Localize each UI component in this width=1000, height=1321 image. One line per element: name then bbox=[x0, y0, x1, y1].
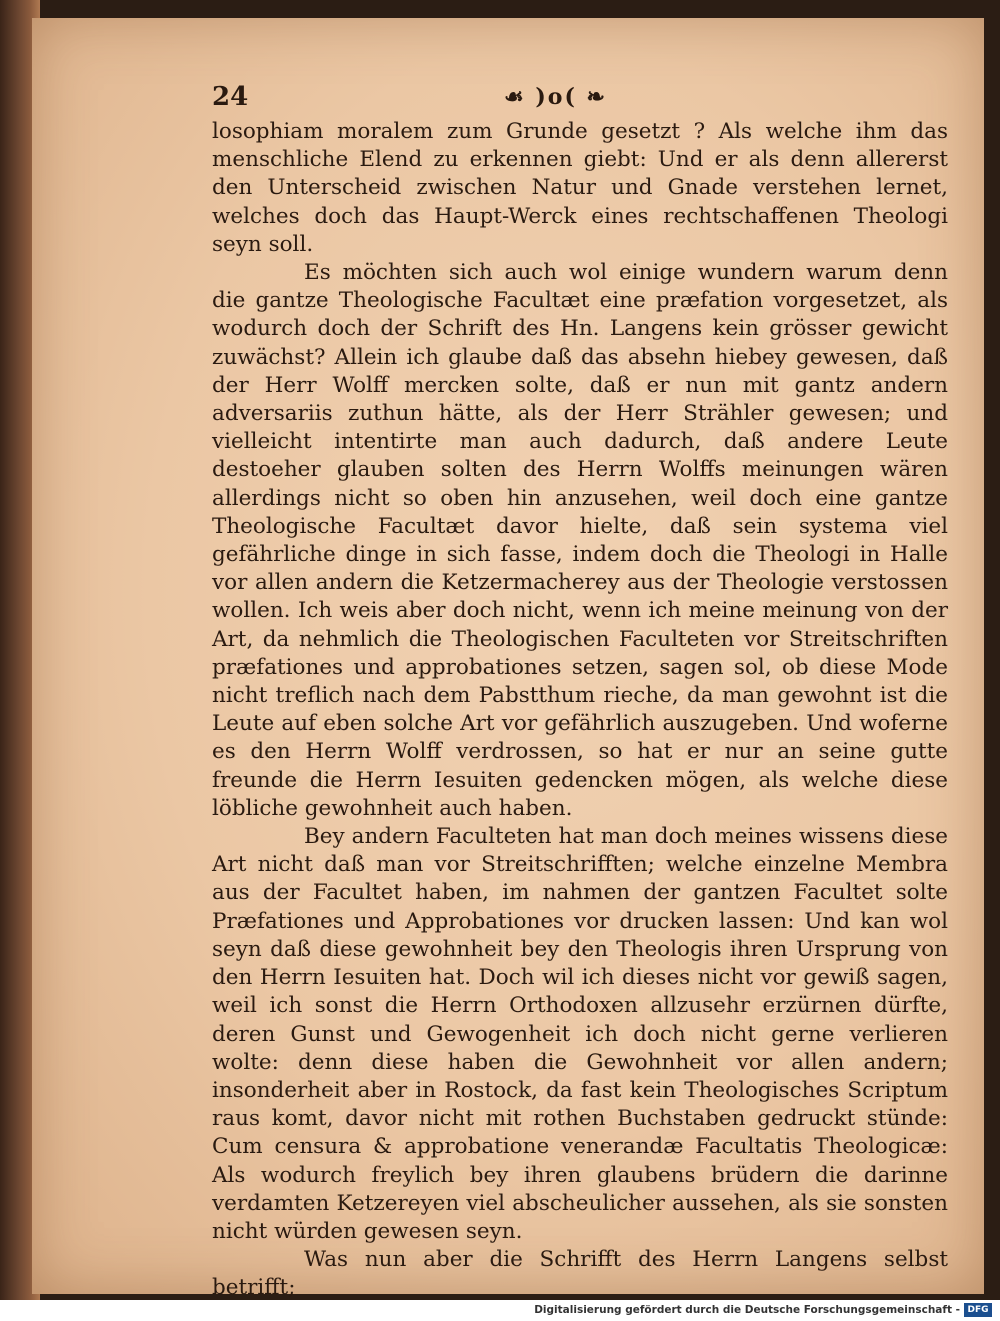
dfg-logo-icon: DFG bbox=[964, 1303, 992, 1317]
page-number: 24 bbox=[212, 82, 249, 112]
page-text-block bbox=[212, 82, 948, 1303]
header-ornament: ☙ )o( ❧ bbox=[504, 84, 607, 110]
paragraph-3: Bey andern Faculteten hat man doch meines wissens diese Art nicht daß man vor Streitschrifften; welche einzelne Membra aus der Facultet haben, im nahmen der gantzen Facultet solte Præfationes und Approbationes vor drucken lassen: Und kan wol seyn daß diese gewohnheit bey den Theologis ihren Ursprung von den Herrn Iesuiten hat. Doch wil ich dieses nicht vor gewiß sagen, weil ich sonst die Herrn Orthodoxen allzusehr erzürnen dürfte, deren Gunst und Gewogenheit ich doch nicht gerne verlieren wolte: denn diese haben die Gewohnheit vor allen andern; insonderheit aber in Rostock, da fast kein Theologisches Scriptum raus komt, davor nicht mit rothen Buchstaben gedruckt stünde: Cum censura & approbatione venerandæ Facultatis Theologicæ: Als wodurch freylich bey ihren glaubens brüdern die darinne verdamten Ketzereyen viel abscheulicher aussehen, als sie sonsten nicht würden gewesen seyn. bbox=[212, 824, 948, 1244]
footer-credit: Digitalisierung gefördert durch die Deutsche Forschungsgemeinschaft - bbox=[534, 1304, 960, 1316]
digitization-footer bbox=[0, 1300, 1000, 1321]
paragraph-1: losophiam moralem zum Grunde gesetzt ? Als welche ihm das menschliche Elend zu erkennen giebt: Und er als denn allererst den Unterscheid zwischen Natur und Gnade verstehen lernet, welches doch das Haupt-Werck eines rechtschaffenen Theologi seyn soll. bbox=[212, 119, 948, 257]
page-header bbox=[212, 82, 948, 118]
paragraph-2: Es möchten sich auch wol einige wundern warum denn die gantze Theologische Facultæt eine præfation vorgesetzet, als wodurch doch der Schrift des Hn. Langens kein grösser gewicht zuwächst? Allein ich glaube daß das absehn hiebey gewesen, daß der Herr Wolff mercken solte, daß er nun mit gantz andern adversariis zuthun hätte, als der Herr Strähler gewesen; und vielleicht intentirte man auch dadurch, daß andere Leute destoeher glauben solten des Herrn Wolffs meinungen wären allerdings nicht so oben hin anzusehen, weil doch eine gantze Theologische Facultæt davor hielte, daß sein systema viel gefährliche dinge in sich fasse, indem doch die Theologi in Halle vor allen andern die Ketzermacherey aus der Theologie verstossen wollen. Ich weis aber doch nicht, wenn ich meine meinung von der Art, da nehmlich die Theologischen Faculteten vor Streitschriften præfationes und approbationes setzen, sagen sol, ob diese Mode nicht treflich nach dem Pabstthum rieche, da man gewohnt ist die Leute auf eben solche Art vor gefährlich auszugeben. Und woferne es den Herrn Wolff verdrossen, so hat er nur an seine gutte freunde die Herrn Iesuiten gedencken mögen, als welche diese löbliche gewohnheit auch haben. bbox=[212, 260, 948, 821]
paragraph-4: Was nun aber die Schrifft des Herrn Langens selbst betrifft; bbox=[212, 1247, 948, 1301]
